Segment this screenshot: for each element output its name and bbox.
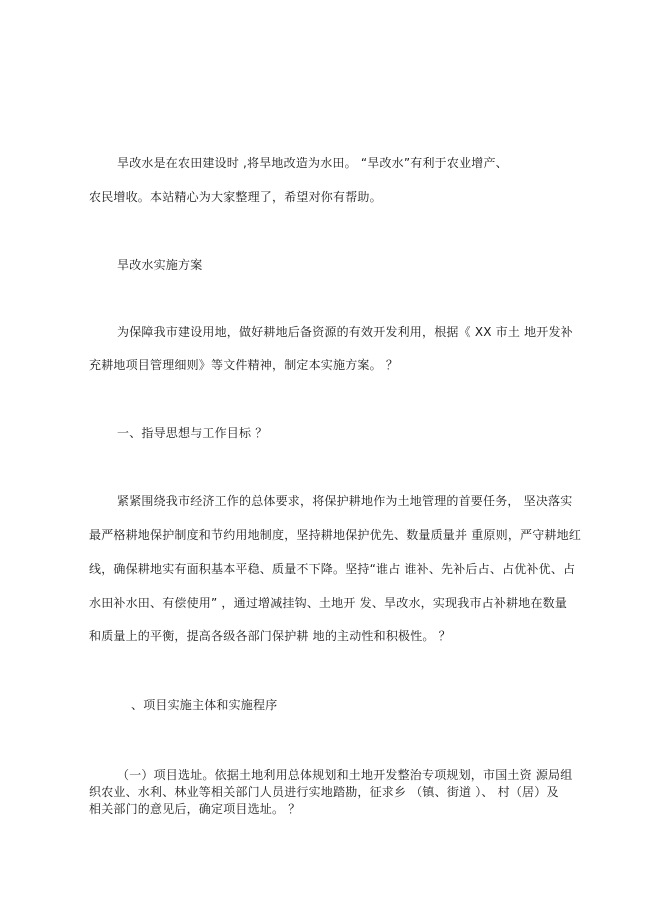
section-2-line-3: 相关部门的意见后，确定项目选址。 ？ xyxy=(89,802,301,816)
section-1-line-4: 水田补水田、有偿使用” ，通过增减挂钩、土地开 发、旱改水，实现我市占补耕地在数量 xyxy=(89,596,568,610)
section-2-line-2: 织农业、水利、林业等相关部门人员进行实地踏勘，征求乡 （镇、街道 ）、 村（居）及 xyxy=(89,785,559,799)
intro-line-2: 农民增收。本站精心为大家整理了，希望对你有帮助。 xyxy=(89,190,382,204)
purpose-line-2: 充耕地项目管理细则》等文件精神，制定本实施方案。 ？ xyxy=(89,358,399,372)
section-2-heading: 、项目实施主体和实施程序 xyxy=(131,698,278,712)
section-1-line-1: 紧紧围绕我市经济工作的总体要求，将保护耕地作为土地管理的首要任务， 坚决落实 xyxy=(117,494,573,508)
section-1-heading: 一、指导思想与工作目标 ？ xyxy=(117,426,268,440)
section-1-line-3: 线，确保耕地实有面积基本平稳、质量不下降。坚持“谁占 谁补、先补后占、占优补优、占 xyxy=(89,562,576,576)
section-1-line-2: 最严格耕地保护制度和节约用地制度，坚持耕地保护优先、数量质量并 重原则，严守耕地红 xyxy=(89,528,582,542)
intro-line-1: 旱改水是在农田建设时 ,将旱地改造为水田。 “旱改水”有利于农业增产、 xyxy=(117,156,508,170)
section-2-line-1: （一）项目选址。依据土地利用总体规划和土地开发整治专项规划，市国土资 源局组 xyxy=(117,768,573,782)
purpose-line-1: 为保障我市建设用地，做好耕地后备资源的有效开发利用，根据《 XX 市土 地开发补 xyxy=(117,325,573,339)
section-1-line-5: 和质量上的平衡，提高各级各部门保护耕 地的主动性和积极性。 ？ xyxy=(89,629,451,643)
document-title: 旱改水实施方案 xyxy=(117,258,203,272)
